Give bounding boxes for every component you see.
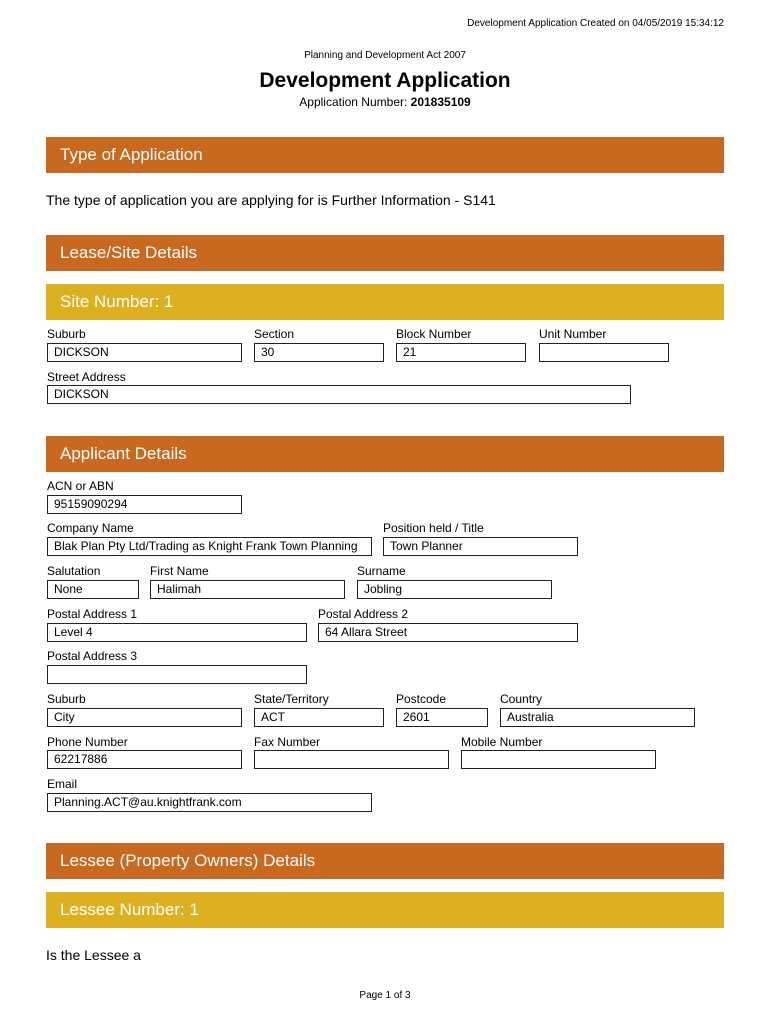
site-section-field[interactable]: 30 — [254, 343, 384, 362]
site-suburb-label: Suburb — [47, 327, 86, 341]
email-label: Email — [47, 777, 78, 791]
site-suburb-field[interactable]: DICKSON — [47, 343, 242, 362]
application-number — [0, 95, 770, 109]
site-section-label: Section — [254, 327, 295, 341]
street-address-field[interactable]: DICKSON — [47, 385, 631, 404]
application-number-value: 201835109 — [410, 95, 471, 109]
position-field[interactable]: Town Planner — [383, 537, 578, 556]
position-label: Position held / Title — [383, 521, 484, 535]
phone-label: Phone Number — [47, 735, 128, 749]
applicant-suburb-label: Suburb — [47, 692, 86, 706]
block-number-label: Block Number — [396, 327, 472, 341]
postal-address-2-label: Postal Address 2 — [318, 607, 409, 621]
country-label: Country — [500, 692, 543, 706]
acn-field[interactable]: 95159090294 — [47, 495, 242, 514]
unit-number-label: Unit Number — [539, 327, 607, 341]
state-label: State/Territory — [254, 692, 329, 706]
lessee-number-heading: Lessee Number: 1 — [46, 892, 724, 928]
acn-label: ACN or ABN — [47, 479, 114, 493]
site-number-heading: Site Number: 1 — [46, 284, 724, 320]
postal-address-2-field[interactable]: 64 Allara Street — [318, 623, 578, 642]
lessee-question: Is the Lessee a — [46, 947, 141, 963]
surname-field[interactable]: Jobling — [357, 580, 552, 599]
surname-label: Surname — [357, 564, 406, 578]
block-number-field[interactable]: 21 — [396, 343, 526, 362]
first-name-field[interactable]: Halimah — [150, 580, 345, 599]
postcode-field[interactable]: 2601 — [396, 708, 488, 727]
state-field[interactable]: ACT — [254, 708, 384, 727]
applicant-details-heading: Applicant Details — [46, 436, 724, 472]
application-type-text: The type of application you are applying for is Further Information - S141 — [46, 192, 496, 208]
email-field[interactable]: Planning.ACT@au.knightfrank.com — [47, 793, 372, 812]
lease-site-heading: Lease/Site Details — [46, 235, 724, 271]
fax-field[interactable] — [254, 750, 449, 769]
page-title: Development Application — [259, 69, 511, 92]
created-timestamp: Development Application Created on 04/05/2019 15:34:12 — [467, 18, 724, 29]
unit-number-field[interactable] — [539, 343, 669, 362]
postcode-label: Postcode — [396, 692, 447, 706]
postal-address-1-label: Postal Address 1 — [47, 607, 138, 621]
salutation-label: Salutation — [47, 564, 101, 578]
postal-address-1-field[interactable]: Level 4 — [47, 623, 307, 642]
mobile-field[interactable] — [461, 750, 656, 769]
act-name: Planning and Development Act 2007 — [304, 50, 466, 61]
type-of-application-heading: Type of Application — [46, 137, 724, 173]
first-name-label: First Name — [150, 564, 209, 578]
postal-address-3-field[interactable] — [47, 665, 307, 684]
postal-address-3-label: Postal Address 3 — [47, 649, 138, 663]
application-number-label: Application Number: — [299, 95, 411, 109]
company-name-field[interactable]: Blak Plan Pty Ltd/Trading as Knight Frank Town Planning — [47, 537, 372, 556]
mobile-label: Mobile Number — [461, 735, 543, 749]
fax-label: Fax Number — [254, 735, 321, 749]
country-field[interactable]: Australia — [500, 708, 695, 727]
company-name-label: Company Name — [47, 521, 134, 535]
phone-field[interactable]: 62217886 — [47, 750, 242, 769]
lessee-details-heading: Lessee (Property Owners) Details — [46, 843, 724, 879]
street-address-label: Street Address — [47, 370, 126, 384]
page-number: Page 1 of 3 — [359, 990, 411, 1001]
applicant-suburb-field[interactable]: City — [47, 708, 242, 727]
salutation-field[interactable]: None — [47, 580, 139, 599]
